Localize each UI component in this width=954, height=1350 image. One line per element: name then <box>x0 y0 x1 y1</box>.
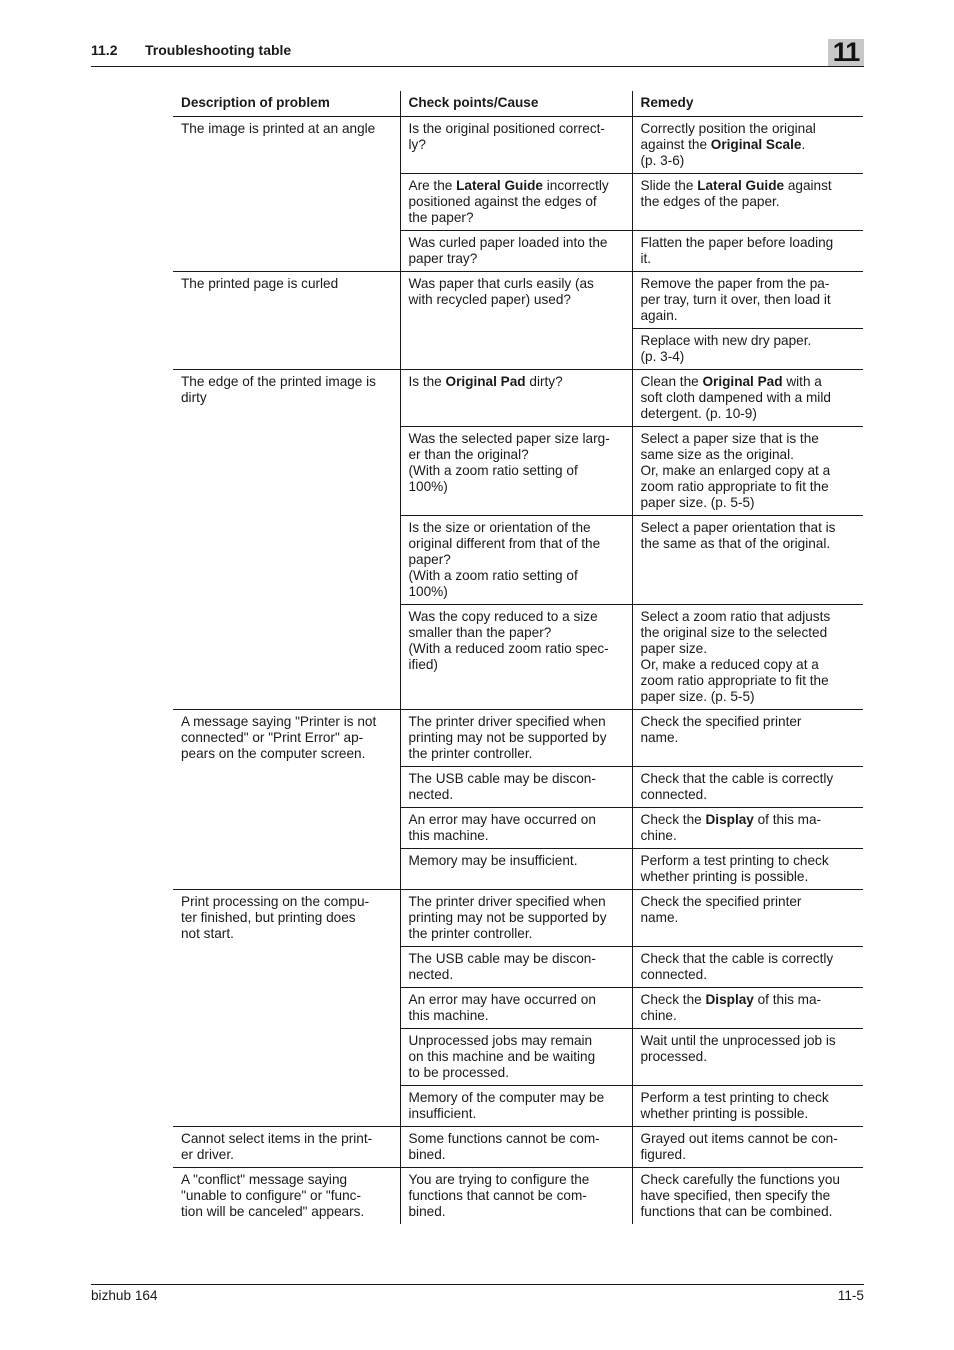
cause-cell: You are trying to configure the functions that cannot be com- bined. <box>400 1168 632 1225</box>
table-row <box>173 1168 863 1225</box>
remedy-cell: Check the specified printer name. <box>632 890 863 947</box>
section-number: 11.2 <box>91 42 118 58</box>
column-header-problem: Description of problem <box>173 91 400 117</box>
remedy-cell: Perform a test printing to check whether printing is possible. <box>632 1086 863 1127</box>
page-header <box>91 38 864 67</box>
cause-cell: Was paper that curls easily (as with recycled paper) used? <box>400 272 632 370</box>
cause-cell: Memory of the computer may be insufficient. <box>400 1086 632 1127</box>
table-header-row <box>173 91 863 117</box>
cause-cell: Unprocessed jobs may remain on this machine and be waiting to be processed. <box>400 1029 632 1086</box>
footer-model: bizhub 164 <box>91 1288 158 1303</box>
cause-cell: Was the selected paper size larg- er than the original? (With a zoom ratio setting of 100%) <box>400 427 632 516</box>
remedy-cell: Select a zoom ratio that adjusts the original size to the selected paper size. Or, make a reduced copy at a zoom ratio appropriate to fit the paper size. (p. 5-5) <box>632 605 863 710</box>
remedy-cell: Remove the paper from the pa- per tray, turn it over, then load it again. <box>632 272 863 329</box>
cause-cell: An error may have occurred on this machine. <box>400 988 632 1029</box>
table-body <box>173 117 863 1225</box>
cause-cell: Was curled paper loaded into the paper tray? <box>400 231 632 272</box>
problem-cell: Cannot select items in the print- er driver. <box>173 1127 400 1168</box>
cause-cell: Is the Original Pad dirty? <box>400 370 632 427</box>
problem-cell: A message saying "Printer is not connected" or "Print Error" ap- pears on the computer screen. <box>173 710 400 890</box>
troubleshooting-table <box>173 91 863 1224</box>
cause-cell: An error may have occurred on this machine. <box>400 808 632 849</box>
remedy-cell: Wait until the unprocessed job is processed. <box>632 1029 863 1086</box>
remedy-cell: Select a paper orientation that is the same as that of the original. <box>632 516 863 605</box>
table-row <box>173 1127 863 1168</box>
table-row <box>173 710 863 767</box>
cause-cell: Is the size or orientation of the original different from that of the paper? (With a zoom ratio setting of 100%) <box>400 516 632 605</box>
remedy-cell: Check that the cable is correctly connected. <box>632 947 863 988</box>
remedy-cell: Check that the cable is correctly connected. <box>632 767 863 808</box>
problem-cell: Print processing on the compu- ter finished, but printing does not start. <box>173 890 400 1127</box>
remedy-cell: Grayed out items cannot be con- figured. <box>632 1127 863 1168</box>
cause-cell: The printer driver specified when printing may not be supported by the printer controller. <box>400 890 632 947</box>
remedy-cell: Check the specified printer name. <box>632 710 863 767</box>
table-row <box>173 370 863 427</box>
remedy-cell: Slide the Lateral Guide against the edges of the paper. <box>632 174 863 231</box>
cause-cell: Is the original positioned correct- ly? <box>400 117 632 174</box>
remedy-cell: Replace with new dry paper. (p. 3-4) <box>632 329 863 370</box>
column-header-remedy: Remedy <box>632 91 863 117</box>
table-row <box>173 890 863 947</box>
problem-cell: The edge of the printed image is dirty <box>173 370 400 710</box>
table-row <box>173 117 863 174</box>
remedy-cell: Check the Display of this ma- chine. <box>632 808 863 849</box>
footer-page-number: 11-5 <box>837 1288 864 1303</box>
cause-cell: Memory may be insufficient. <box>400 849 632 890</box>
chapter-badge: 11 <box>828 39 864 66</box>
remedy-cell: Correctly position the original against the Original Scale. (p. 3-6) <box>632 117 863 174</box>
cause-cell: The USB cable may be discon- nected. <box>400 767 632 808</box>
cause-cell: The USB cable may be discon- nected. <box>400 947 632 988</box>
column-header-cause: Check points/Cause <box>400 91 632 117</box>
page-footer <box>91 1284 864 1303</box>
remedy-cell: Flatten the paper before loading it. <box>632 231 863 272</box>
cause-cell: Some functions cannot be com- bined. <box>400 1127 632 1168</box>
problem-cell: The image is printed at an angle <box>173 117 400 272</box>
remedy-cell: Select a paper size that is the same size as the original. Or, make an enlarged copy at a zoom ratio appropriate to fit the paper size. (p. 5-5) <box>632 427 863 516</box>
remedy-cell: Check the Display of this ma- chine. <box>632 988 863 1029</box>
section-title: Troubleshooting table <box>145 42 292 58</box>
remedy-cell: Check carefully the functions you have specified, then specify the functions that can be combined. <box>632 1168 863 1225</box>
cause-cell: The printer driver specified when printing may not be supported by the printer controller. <box>400 710 632 767</box>
cause-cell: Was the copy reduced to a size smaller than the paper? (With a reduced zoom ratio spec- ified) <box>400 605 632 710</box>
remedy-cell: Clean the Original Pad with a soft cloth dampened with a mild detergent. (p. 10-9) <box>632 370 863 427</box>
remedy-cell: Perform a test printing to check whether printing is possible. <box>632 849 863 890</box>
problem-cell: The printed page is curled <box>173 272 400 370</box>
problem-cell: A "conflict" message saying "unable to configure" or "func- tion will be canceled" appears. <box>181 1172 365 1219</box>
table-row <box>173 272 863 329</box>
cause-cell: Are the Lateral Guide incorrectly positioned against the edges of the paper? <box>400 174 632 231</box>
